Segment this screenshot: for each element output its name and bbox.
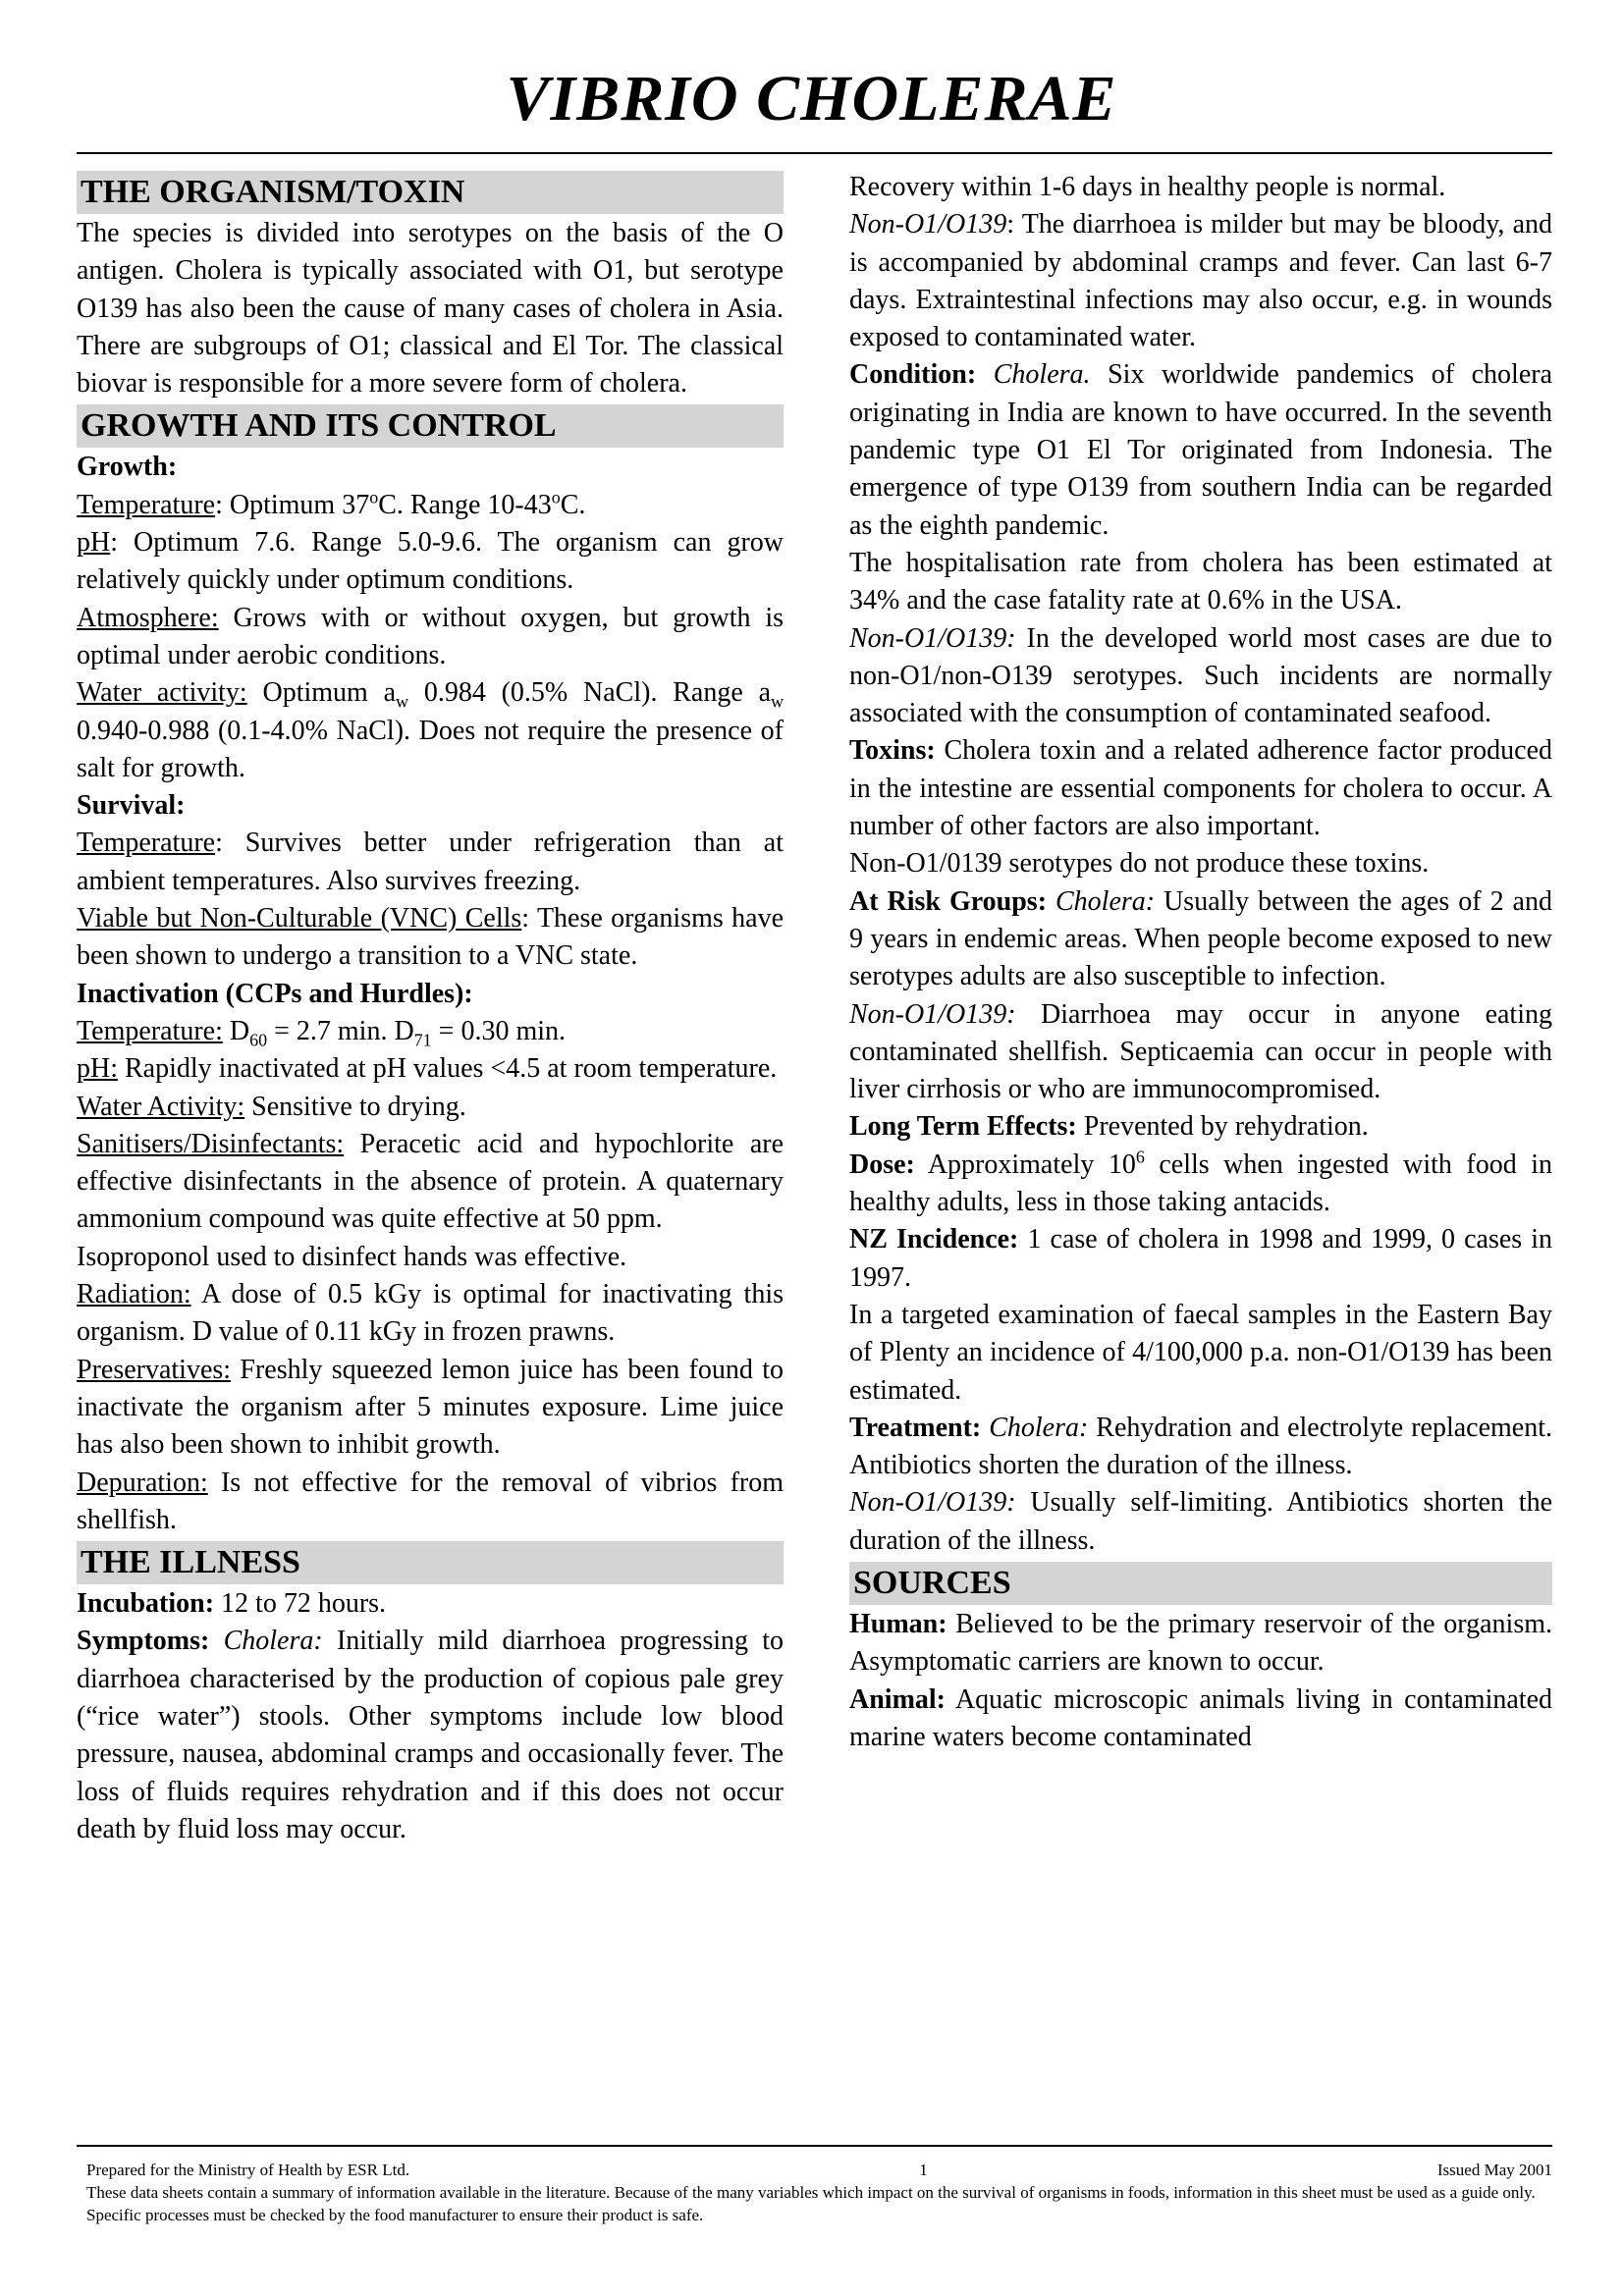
inactivation-preservatives: Preservatives: Freshly squeezed lemon juice has been found to inactivate the organism after 5 minutes exposure. Lime juice has also been shown to inhibit growth. — [77, 1354, 784, 1461]
label-inact-water-activity: Water Activity: — [77, 1091, 245, 1122]
inactivation-isoproponol: Isoproponol used to disinfect hands was effective. — [77, 1241, 627, 1272]
survival-subheading: Survival: — [77, 790, 186, 822]
condition-paragraph: Condition: Cholera. Six worldwide pandemics of cholera originating in India are known to have occurred. In the seventh pandemic type O1 El Tor originated from Indonesia. The emergence of type O139 from southern India can be regarded as the eighth pandemic. — [849, 359, 1553, 541]
condition-non-o1: Non-O1/O139: In the developed world most cases are due to non-O1/non-O139 serotypes. Such incidents are normally associated with the consumption of contaminated seafood. — [849, 622, 1552, 729]
footer — [86, 2159, 1552, 2226]
nz-incidence: NZ Incidence: 1 case of cholera in 1998 and 1999, 0 cases in 1997. — [849, 1224, 1553, 1293]
label-treatment: Treatment: — [849, 1412, 982, 1443]
inactivation-subheading: Inactivation (CCPs and Hurdles): — [77, 978, 473, 1009]
inactivation-sanitisers: Sanitisers/Disinfectants: Peracetic acid and hypochlorite are effective disinfectants in the absence of protein. A quaternary ammonium compound was quite effective at 50 ppm. — [77, 1128, 784, 1235]
sources-human: Human: Believed to be the primary reservoir of the organism. Asymptomatic carriers are known to occur. — [849, 1608, 1552, 1678]
section-header-illness: THE ILLNESS — [77, 1541, 784, 1584]
footer-prepared: Prepared for the Ministry of Health by ESR Ltd. — [86, 2161, 410, 2179]
footer-row — [86, 2159, 1552, 2181]
label-toxins: Toxins: — [849, 735, 936, 767]
footer-divider — [77, 2145, 1552, 2147]
sources-animal: Animal: Aquatic microscopic animals living in contaminated marine waters become contaminated — [849, 1683, 1552, 1752]
left-column — [77, 169, 784, 1848]
label-survival-temperature: Temperature — [77, 828, 216, 859]
label-inact-temperature: Temperature: — [77, 1015, 223, 1046]
right-column — [849, 169, 1552, 1756]
label-long-term-effects: Long Term Effects: — [849, 1111, 1077, 1143]
inactivation-ph: pH: Rapidly inactivated at pH values <4.5 at room temperature. — [77, 1053, 778, 1085]
toxins-non-o1: Non-O1/0139 serotypes do not produce these toxins. — [849, 848, 1430, 880]
risk-groups-paragraph: At Risk Groups: Cholera: Usually between the ages of 2 and 9 years in endemic areas. When people become exposed to new serotypes adults are also susceptible to infection. — [849, 885, 1552, 992]
toxins-paragraph: Toxins: Cholera toxin and a related adherence factor produced in the intestine are essential components for cholera to occur. A number of other factors are also important. — [849, 735, 1552, 842]
growth-temperature: Temperature: Optimum 37$^o$C. Range 10-43$^o$C. — [77, 487, 586, 520]
label-dose: Dose: — [849, 1148, 915, 1180]
risk-groups-non-o1: Non-O1/O139: Diarrhoea may occur in anyone eating contaminated shellfish. Septicaemia can occur in people with liver cirrhosis or who are immunocompromised. — [849, 998, 1552, 1105]
illness-symptoms: Symptoms: Cholera: Initially mild diarrhoea progressing to diarrhoea characterised by the production of copious pale grey (“rice water”) stools. Other symptoms include low blood pressure, nausea, abdominal cramps and occasionally fever. The loss of fluids requires rehydration and if this does not occur death by fluid loss may occur. — [77, 1626, 784, 1844]
survival-vnc: Viable but Non-Culturable (VNC) Cells: These organisms have been shown to undergo a transition to a VNC state. — [77, 903, 784, 972]
title-divider — [77, 152, 1552, 154]
label-ph: pH — [77, 527, 111, 559]
growth-atmosphere: Atmosphere: Grows with or without oxygen, but growth is optimal under aerobic conditions. — [77, 602, 784, 670]
label-atmosphere: Atmosphere: — [77, 602, 219, 633]
inactivation-temperature: Temperature: $D_{60} = 2.7$ min. $D_{71} = 0.30$ min. — [77, 1015, 567, 1050]
footer-disclaimer: These data sheets contain a summary of information available in the literature. Because of the many variables which impact on the survival of organisms in foods, information in this sheet must be used as a guide only. Specific processes must be checked by the food manufacturer to ensure their product is safe. — [86, 2183, 1536, 2224]
inactivation-depuration: Depuration: Is not effective for the removal of vibrios from shellfish. — [77, 1467, 784, 1535]
label-risk-groups: At Risk Groups: — [849, 885, 1048, 917]
footer-issued: Issued May 2001 — [1436, 2161, 1552, 2179]
label-sanitisers: Sanitisers/Disinfectants: — [77, 1128, 345, 1159]
growth-water-activity: Water activity: Optimum $a_w$ 0.984 (0.5% NaCl). Range $a_w$ 0.940-0.988 (0.1-4.0% NaCl). Does not require the presence of salt for growth. — [77, 677, 784, 783]
long-term-effects: Long Term Effects: Prevented by rehydration. — [849, 1111, 1369, 1143]
inactivation-radiation: Radiation: A dose of 0.5 kGy is optimal for inactivating this organism. D value of 0.11 kGy in frozen prawns. — [77, 1279, 784, 1348]
treatment-paragraph: Treatment: Cholera: Rehydration and electrolyte replacement. Antibiotics shorten the duration of the illness. — [849, 1412, 1552, 1481]
page-title: VIBRIO CHOLERAE — [506, 63, 1117, 134]
label-radiation: Radiation: — [77, 1279, 191, 1310]
label-incubation: Incubation: — [77, 1588, 215, 1620]
label-temperature: Temperature — [77, 489, 216, 520]
label-depuration: Depuration: — [77, 1467, 208, 1498]
label-vnc: Viable but Non-Culturable (VNC) Cells — [77, 903, 522, 934]
growth-subheading: Growth: — [77, 452, 178, 483]
organism-paragraph: The species is divided into serotypes on the basis of the O antigen. Cholera is typically associated with O1, but serotype O139 has also been the cause of many cases of cholera in Asia. There are subgroups of O1; classical and El Tor. The classical biovar is responsible for a more severe form of cholera. — [77, 218, 784, 400]
label-preservatives: Preservatives: — [77, 1354, 232, 1385]
recovery-paragraph: Recovery within 1-6 days in healthy people is normal. — [849, 172, 1446, 202]
label-nz-incidence: NZ Incidence: — [849, 1224, 1019, 1255]
treatment-non-o1: Non-O1/O139: Usually self-limiting. Antibiotics shorten the duration of the illness. — [849, 1487, 1552, 1556]
label-human: Human: — [849, 1608, 947, 1639]
label-inact-ph: pH: — [77, 1053, 118, 1085]
label-condition: Condition: — [849, 359, 977, 391]
label-water-activity: Water activity: — [77, 677, 247, 709]
nz-incidence-targeted: In a targeted examination of faecal samples in the Eastern Bay of Plenty an incidence of 4/100,000 p.a. non-O1/O139 has been estimated. — [849, 1299, 1552, 1406]
section-header-growth: GROWTH AND ITS CONTROL — [77, 404, 784, 448]
inactivation-water-activity: Water Activity: Sensitive to drying. — [77, 1091, 466, 1122]
label-symptoms: Symptoms: — [77, 1626, 210, 1657]
non-o1-symptoms: Non-O1/O139: The diarrhoea is milder but may be bloody, and is accompanied by abdominal cramps and fever. Can last 6-7 days. Extraintestinal infections may also occur, e.g. in wounds exposed to contaminated water. — [849, 209, 1552, 353]
label-animal: Animal: — [849, 1683, 946, 1715]
survival-temperature: Temperature: Survives better under refrigeration than at ambient temperatures. Also survives freezing. — [77, 828, 784, 896]
hospitalisation-paragraph: The hospitalisation rate from cholera has been estimated at 34% and the case fatality rate at 0.6% in the USA. — [849, 547, 1552, 616]
section-header-organism: THE ORGANISM/TOXIN — [77, 171, 784, 214]
growth-ph: pH: Optimum 7.6. Range 5.0-9.6. The organism can grow relatively quickly under optimum conditions. — [77, 527, 784, 596]
label-non-o1: Non-O1/O139 — [849, 209, 1007, 240]
illness-incubation: Incubation: 12 to 72 hours. — [77, 1588, 387, 1620]
section-header-sources: SOURCES — [849, 1562, 1552, 1605]
dose-paragraph: Dose: Approximately $10^6$ cells when ingested with food in healthy adults, less in those taking antacids. — [849, 1147, 1552, 1218]
footer-page-number: 1 — [919, 2161, 928, 2179]
